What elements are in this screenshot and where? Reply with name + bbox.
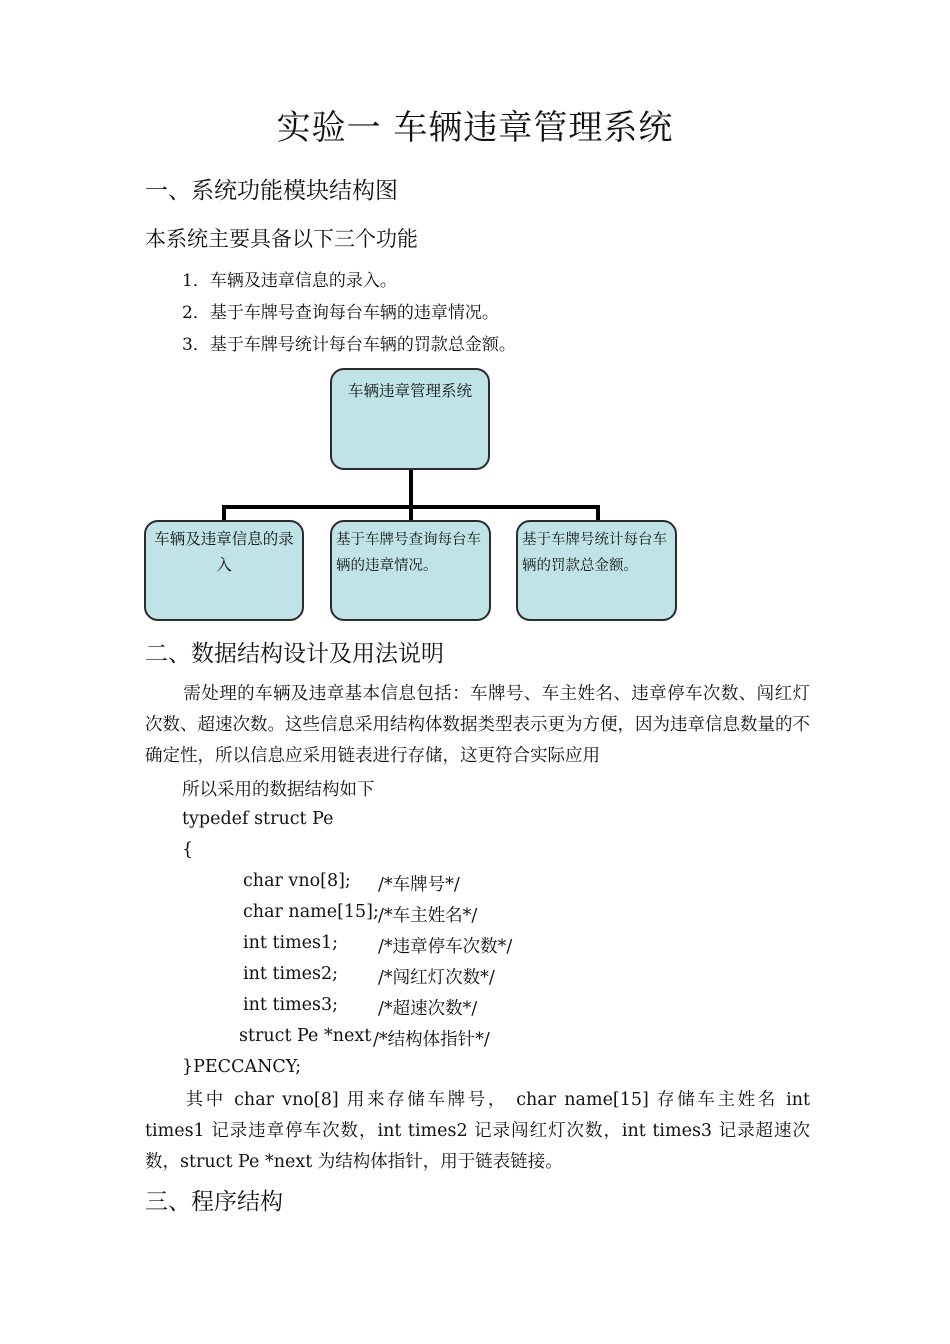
code-field-row [243,902,478,926]
section2-paragraph-2: 所以采用的数据结构如下 [182,780,375,800]
diagram-child-box-1 [144,520,304,621]
code-field-decl: int times3; [243,995,339,1015]
document-title: 实验一 车辆违章管理系统 [276,108,674,148]
code-field-comment: /*超速次数*/ [378,999,478,1019]
feature-item-2: 2．基于车牌号查询每台车辆的违章情况。 [182,303,499,323]
section2-paragraph-1 [145,679,810,772]
code-field-decl: char vno[8]; [243,871,351,891]
diagram-child-box-3 [516,520,677,621]
diagram-root-box [330,368,490,470]
code-field-row [243,964,495,988]
section1-intro: 本系统主要具备以下三个功能 [145,227,418,251]
diagram-root-label: 车辆违章管理系统 [347,382,472,400]
code-field-comment: /*车主姓名*/ [378,906,478,926]
section2-paragraph-1-text: 需处理的车辆及违章基本信息包括：车牌号、车主姓名、违章停车次数、闯红灯次数、超速次数。这些信息采用结构体数据类型表示更为方便，因为违章信息数量的不确定性，所以信息应采用链表进行存储，这更符合实际应用 [145,684,810,766]
code-field-decl: int times2; [243,964,339,984]
code-open-brace: { [182,840,194,860]
section3-heading: 三、程序结构 [145,1189,283,1215]
code-field-decl: struct Pe *next [239,1026,372,1046]
diagram-child-label-2: 基于车牌号查询每台车辆的违章情况。 [336,532,481,574]
section1-heading: 一、系统功能模块结构图 [145,178,398,204]
diagram-child-label-3: 基于车牌号统计每台车辆的罚款总金额。 [522,532,667,574]
section2-heading: 二、数据结构设计及用法说明 [145,641,444,667]
connector-middle [409,505,413,520]
code-typedef-line: typedef struct Pe [182,809,334,829]
diagram-child-box-2 [330,520,491,621]
code-field-row [239,1026,490,1050]
code-field-comment: /*闯红灯次数*/ [378,968,495,988]
code-field-row [243,995,478,1019]
code-field-row [243,871,460,895]
section2-paragraph-3 [145,1085,810,1178]
code-field-decl: char name[15]; [243,902,379,922]
feature-item-3: 3．基于车牌号统计每台车辆的罚款总金额。 [182,335,516,355]
connector-left [222,505,226,520]
feature-item-1: 1．车辆及违章信息的录入。 [182,271,397,291]
code-field-row [243,933,513,957]
module-structure-diagram [140,365,685,625]
diagram-child-label-1: 车辆及违章信息的录入 [154,530,294,574]
section2-paragraph-3-text: 其中 char vno[8] 用来存储车牌号， char name[15] 存储车主姓名 int times1 记录违章停车次数，int times2 记录闯红灯次数，int times3 记录超速次数，struct Pe *next 为结构体指针，用于链表链接。 [145,1090,810,1172]
code-close-line: }PECCANCY; [182,1057,302,1077]
code-field-decl: int times1; [243,933,339,953]
code-field-comment: /*车牌号*/ [378,875,460,895]
code-field-comment: /*结构体指针*/ [373,1030,490,1050]
connector-trunk [409,470,413,508]
code-field-comment: /*违章停车次数*/ [378,937,513,957]
connector-right [596,505,600,520]
